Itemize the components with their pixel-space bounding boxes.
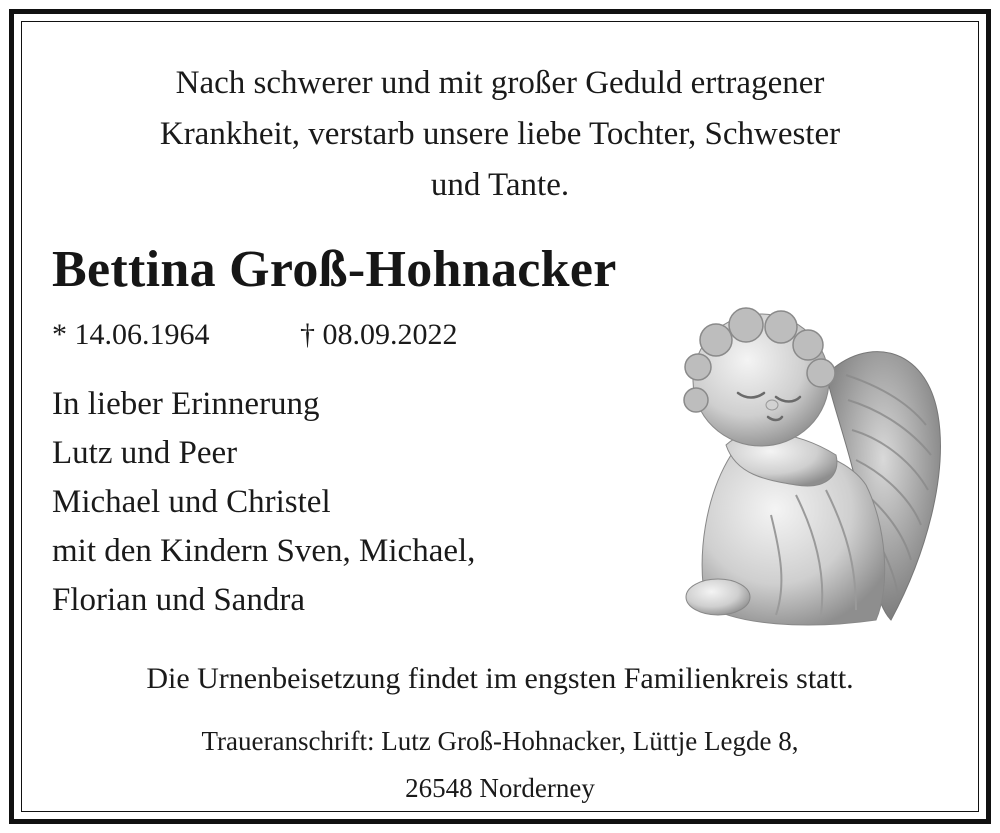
death-date: † 08.09.2022	[300, 318, 458, 351]
mourner-line: In lieber Erinnerung	[52, 386, 320, 422]
mourner-line: Michael und Christel	[52, 484, 331, 520]
mourner-line: Lutz und Peer	[52, 435, 238, 471]
angel-illustration	[676, 305, 948, 633]
address-line: 26548 Norderney	[405, 773, 595, 803]
mourning-address	[40, 718, 960, 812]
burial-notice: Die Urnenbeisetzung findet im engsten Familienkreis statt.	[146, 662, 854, 695]
mourners-list	[52, 380, 475, 625]
intro-line: Krankheit, verstarb unsere liebe Tochter, Schwester	[159, 116, 841, 152]
sleeping-angel-figure	[676, 305, 948, 633]
birth-date: * 14.06.1964	[52, 318, 210, 351]
address-line: Traueranschrift: Lutz Groß-Hohnacker, Lüttje Legde 8,	[201, 726, 799, 756]
intro-line: und Tante.	[430, 167, 570, 203]
deceased-name: Bettina Groß-Hohnacker	[52, 241, 617, 298]
mourner-line: Florian und Sandra	[52, 582, 305, 618]
intro-line: Nach schwerer und mit großer Geduld ertragener	[175, 65, 825, 101]
intro-text	[60, 58, 940, 211]
mourner-line: mit den Kindern Sven, Michael,	[52, 533, 476, 569]
